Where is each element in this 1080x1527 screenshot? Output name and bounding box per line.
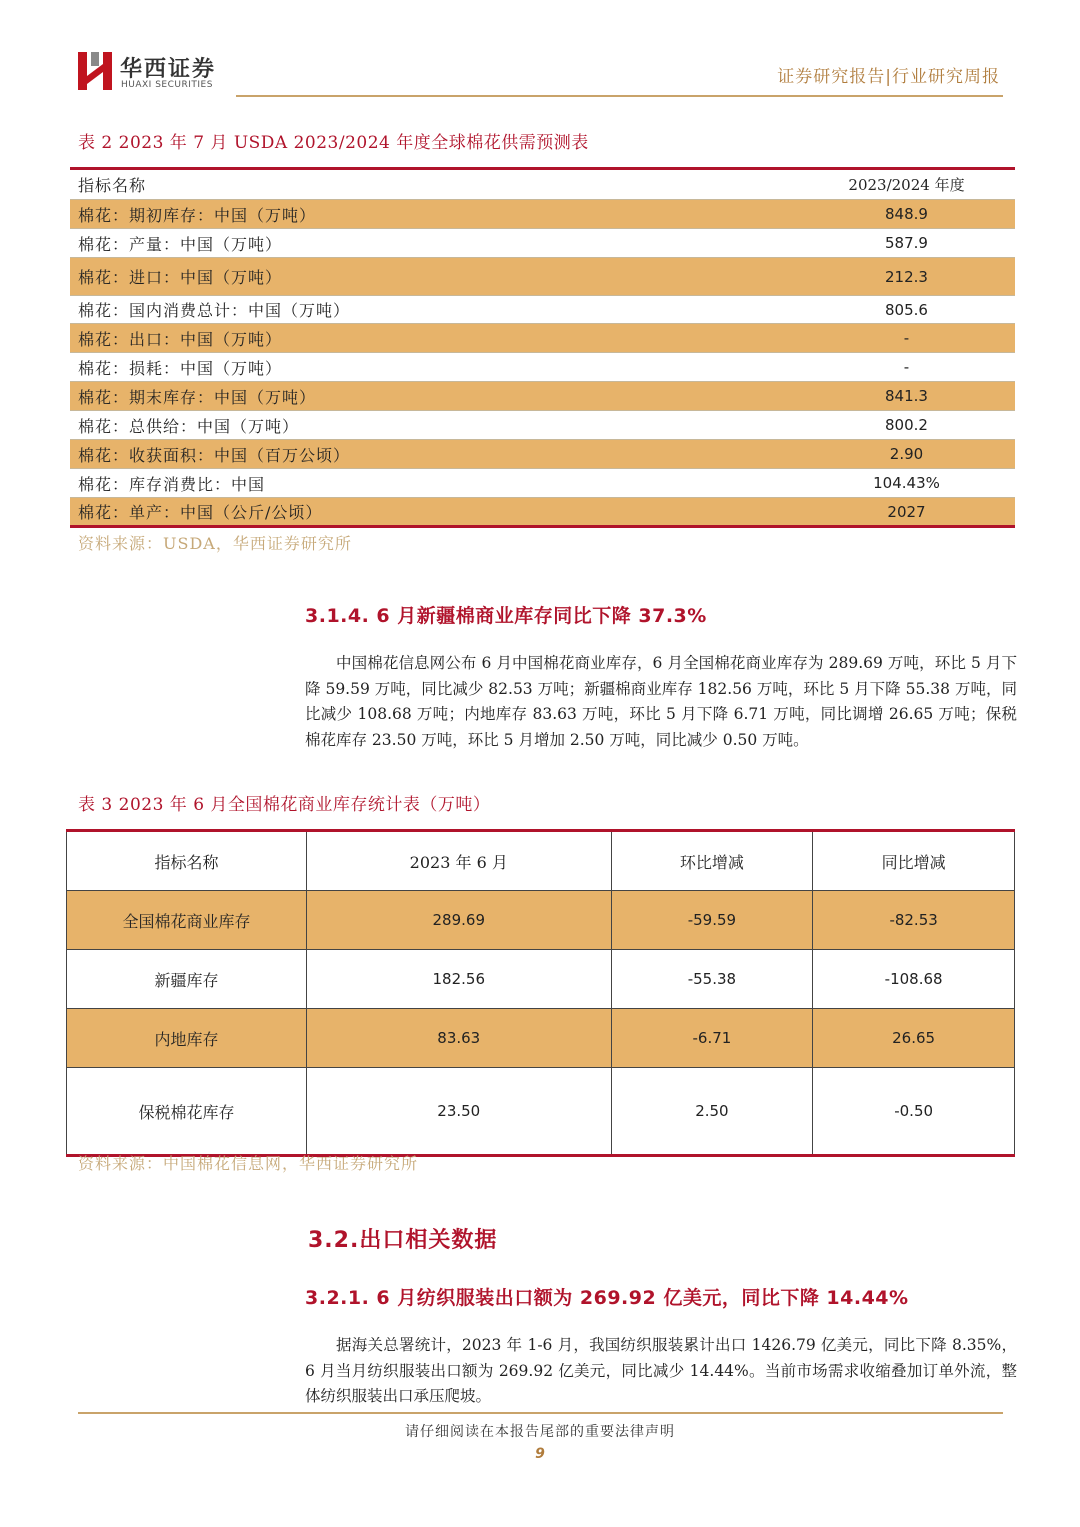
- logo-english-name: HUAXI SECURITIES: [121, 80, 213, 90]
- table2-cell-value: 104.43%: [873, 474, 940, 492]
- table3-header-cell: 环比增减: [611, 831, 813, 891]
- table3-cell-value: 289.69: [307, 891, 612, 950]
- report-type-label: 证券研究报告|行业研究周报: [777, 67, 1000, 87]
- table3-cell-yoy: -82.53: [813, 891, 1015, 950]
- table3-cell-value: 83.63: [307, 1009, 612, 1068]
- table2-header-cell: 指标名称: [78, 176, 147, 195]
- table2-caption: 表 2 2023 年 7 月 USDA 2023/2024 年度全球棉花供需预测表: [78, 133, 589, 153]
- table2: [70, 167, 1015, 528]
- table3-cell-mom: -6.71: [611, 1009, 813, 1068]
- section-32-heading: 3.2.出口相关数据: [308, 1228, 498, 1253]
- table3-cell-name: 新疆库存: [67, 950, 307, 1009]
- table3-source: 资料来源：中国棉花信息网，华西证券研究所: [78, 1154, 419, 1173]
- table2-cell-name: 棉花：产量：中国（万吨）: [78, 234, 283, 254]
- table-row: [70, 439, 1015, 468]
- table2-cell-name: 棉花：期初库存：中国（万吨）: [78, 205, 317, 225]
- table2-source: 资料来源：USDA，华西证券研究所: [78, 534, 352, 553]
- table3-header-cell: 指标名称: [67, 831, 307, 891]
- footer-divider: [78, 1412, 1003, 1414]
- table2-cell-value: 805.6: [885, 300, 928, 319]
- table-row: [70, 295, 1015, 323]
- table3-cell-yoy: -0.50: [813, 1068, 1015, 1156]
- table2-cell-name: 棉花：出口：中国（万吨）: [78, 329, 283, 349]
- table3-cell-value: 23.50: [307, 1068, 612, 1156]
- table3-cell-mom: 2.50: [611, 1068, 813, 1156]
- table2-cell-value: 212.3: [885, 267, 928, 286]
- page-number: 9: [535, 1446, 545, 1462]
- table2-cell-value: 2.90: [889, 445, 924, 463]
- table2-cell-value: 587.9: [885, 234, 928, 252]
- table3-cell-mom: -55.38: [611, 950, 813, 1009]
- table2-cell-name: 棉花：单产：中国（公斤/公顷）: [78, 503, 323, 522]
- footer-disclaimer: 请仔细阅读在本报告尾部的重要法律声明: [405, 1424, 675, 1440]
- table-row: [70, 257, 1015, 295]
- table2-header-row: [70, 170, 1015, 199]
- table-row: [70, 410, 1015, 439]
- table3-header-cell: 同比增减: [813, 831, 1015, 891]
- table-row: [67, 1068, 1015, 1156]
- table2-cell-name: 棉花：收获面积：中国（百万公顷）: [78, 445, 351, 465]
- table2-cell-name: 棉花：国内消费总计：中国（万吨）: [78, 301, 351, 320]
- table-row: [70, 228, 1015, 257]
- table2-cell-name: 棉花：期末库存：中国（万吨）: [78, 387, 317, 407]
- table3-cell-yoy: 26.65: [813, 1009, 1015, 1068]
- table2-cell-name: 棉花：进口：中国（万吨）: [78, 268, 283, 287]
- table-row: [67, 1009, 1015, 1068]
- table2-cell-name: 棉花：损耗：中国（万吨）: [78, 358, 283, 378]
- table2-cell-value: -: [903, 329, 910, 347]
- table3-header-row: [67, 831, 1015, 891]
- table2-cell-value: 2027: [887, 502, 926, 521]
- table2-cell-name: 棉花：总供给：中国（万吨）: [78, 416, 300, 436]
- table3-cell-yoy: -108.68: [813, 950, 1015, 1009]
- table2-cell-value: -: [903, 358, 910, 376]
- table-row: [70, 381, 1015, 410]
- section-321-paragraph: 据海关总署统计，2023 年 1-6 月，我国纺织服装累计出口 1426.79 亿美元，同比下降 8.35%，6 月当月纺织服装出口额为 269.92 亿美元，同比减少 14.44%。当前市场需求收缩叠加订单外流，整体纺织服装出口承压爬坡。: [305, 1336, 1017, 1405]
- table2-cell-value: 800.2: [885, 416, 928, 434]
- table2-cell-value: 848.9: [885, 205, 928, 223]
- table3-cell-mom: -59.59: [611, 891, 813, 950]
- table-row: [70, 199, 1015, 228]
- table3-header-cell: 2023 年 6 月: [307, 831, 612, 891]
- table-row: [67, 950, 1015, 1009]
- section-314-heading: 3.1.4. 6 月新疆棉商业库存同比下降 37.3%: [305, 605, 707, 627]
- table-row: [67, 891, 1015, 950]
- section-321-heading: 3.2.1. 6 月纺织服装出口额为 269.92 亿美元，同比下降 14.44%: [305, 1287, 909, 1309]
- table-row: [70, 497, 1015, 525]
- table-row: [70, 352, 1015, 381]
- table2-header-cell: 2023/2024 年度: [848, 176, 965, 194]
- table-row: [70, 468, 1015, 497]
- table3-caption: 表 3 2023 年 6 月全国棉花商业库存统计表（万吨）: [78, 795, 491, 815]
- table-row: [70, 323, 1015, 352]
- section-314-paragraph: 中国棉花信息网公布 6 月中国棉花商业库存，6 月全国棉花商业库存为 289.69 万吨，环比 5 月下降 59.59 万吨，同比减少 82.53 万吨；新疆棉商业库存 182.56 万吨，环比 5 月下降 55.38 万吨，同比减少 108.68 万吨；内地库存 83.63 万吨，环比 5 月下降 6.71 万吨，同比调增 26.65 万吨；保税棉花库存 23.50 万吨，环比 5 月增加 2.50 万吨，同比减少 0.50 万吨。: [305, 654, 1017, 749]
- table3-cell-value: 182.56: [307, 950, 612, 1009]
- table3-cell-name: 保税棉花库存: [67, 1068, 307, 1156]
- table2-cell-value: 841.3: [885, 387, 928, 405]
- table2-cell-name: 棉花：库存消费比：中国: [78, 474, 266, 494]
- huaxi-logo-icon: [78, 52, 112, 90]
- table3-cell-name: 全国棉花商业库存: [67, 891, 307, 950]
- logo-chinese-name: 华西证券: [120, 57, 217, 82]
- table3: [66, 829, 1015, 1157]
- header-divider: [236, 95, 1003, 97]
- table3-cell-name: 内地库存: [67, 1009, 307, 1068]
